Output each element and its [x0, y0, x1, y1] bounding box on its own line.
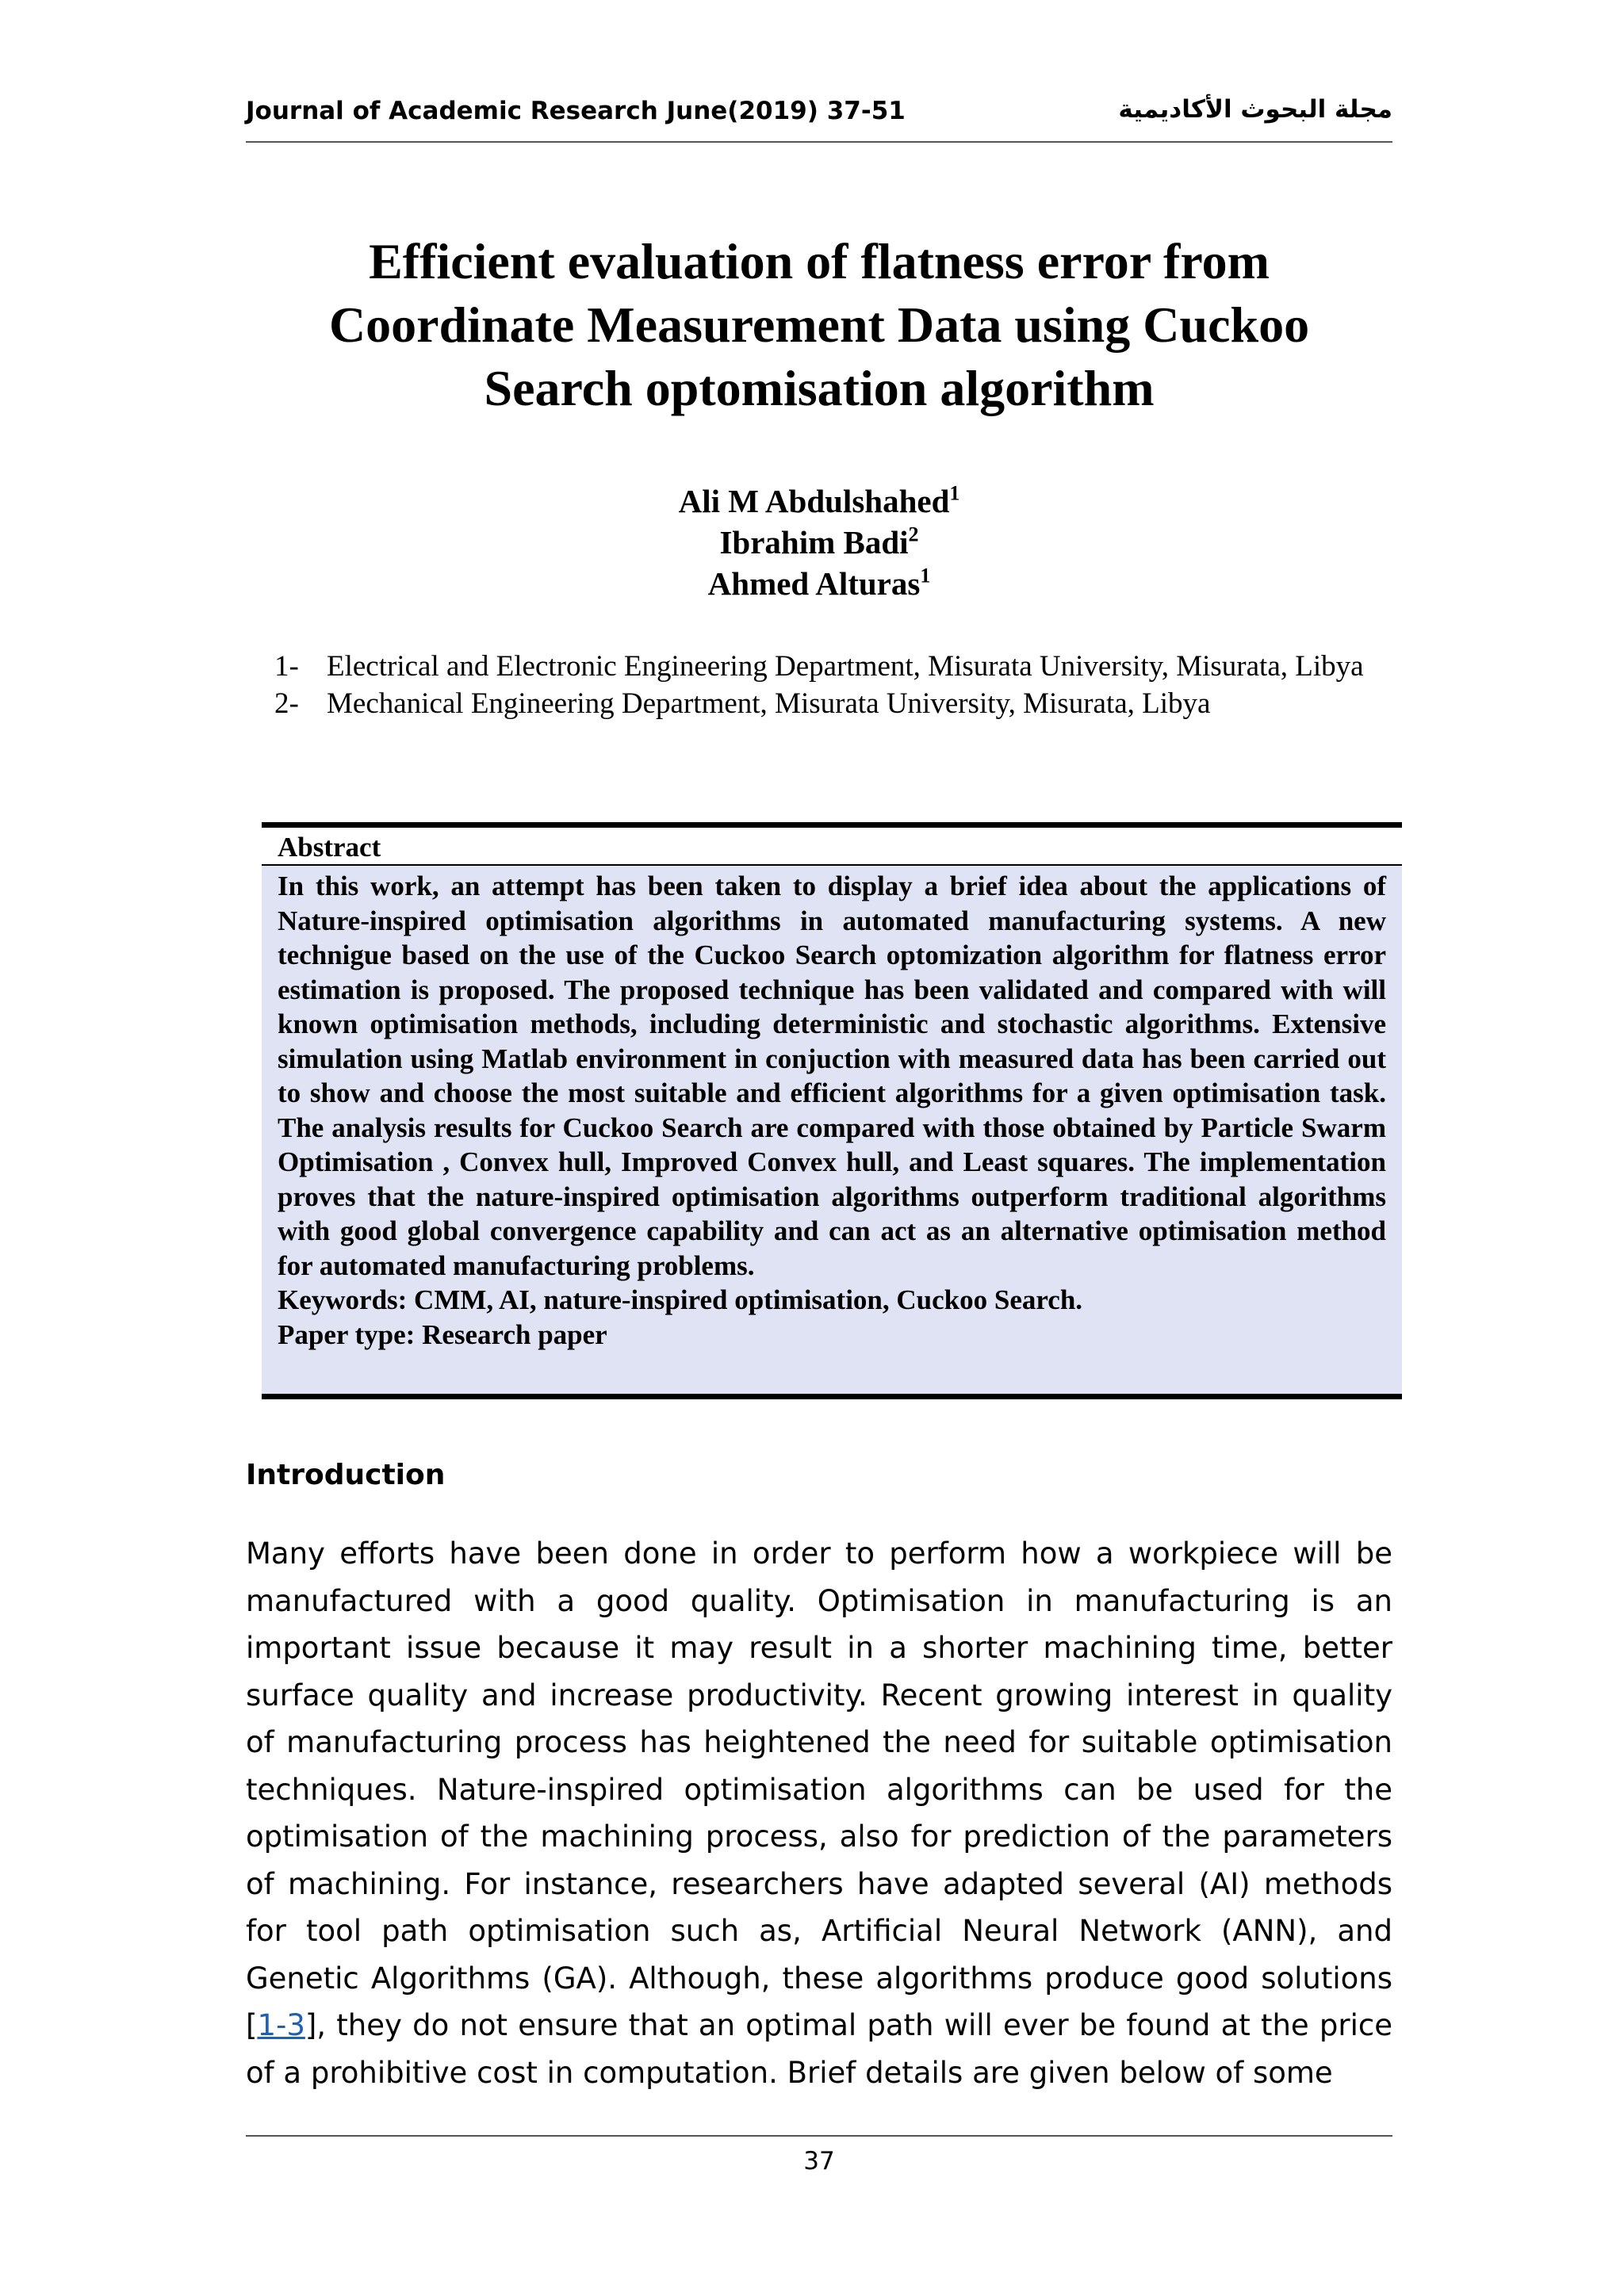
paper-type: Paper type: Research paper — [278, 1318, 607, 1350]
author-name: Ahmed Alturas — [707, 565, 921, 602]
page-number: 37 — [803, 2147, 835, 2175]
abstract-body — [262, 866, 1402, 1394]
author-name: Ibrahim Badi — [719, 524, 909, 561]
affiliation-text: Mechanical Engineering Department, Misurata University, Misurata, Libya — [327, 687, 1211, 720]
introduction-text-continued: ], they do not ensure that an optimal path will ever be found at the price of a prohibitive cost in computation. Brief details are given below of some — [246, 2008, 1392, 2090]
author-affiliation-mark: 1 — [920, 564, 931, 587]
abstract-text: In this work, an attempt has been taken to display a brief idea about the applications of Nature-inspired optimisation algorithms in automated manufacturing systems. A new technigue based on the use of the Cuckoo Search optomization algorithm for flatness error estimation is proposed. The proposed technique has been validated and compared with will known optimisation methods, including deterministic and stochastic algorithms. Extensive simulation using Matlab environment in conjuction with measured data has been carried out to show and choose the most suitable and efficient algorithms for a given optimisation task. The analysis results for Cuckoo Search are compared with those obtained by Particle Swarm Optimisation , Convex hull, Improved Convex hull, and Least squares. The implementation proves that the nature-inspired optimisation algorithms outperform traditional algorithms with good global convergence capability and can act as an alternative optimisation method for automated manufacturing problems. — [278, 871, 1386, 1281]
affiliation-number: 1- — [274, 650, 299, 683]
author-list — [246, 480, 1392, 604]
affiliation — [274, 648, 1383, 685]
footer-divider — [246, 2135, 1392, 2137]
abstract-box — [262, 822, 1402, 1399]
author-affiliation-mark: 1 — [949, 481, 960, 505]
introduction-paragraph — [246, 1530, 1392, 2096]
keywords: Keywords: CMM, AI, nature-inspired optimisation, Cuckoo Search. — [278, 1284, 1083, 1315]
introduction-heading: Introduction — [246, 1459, 446, 1491]
author — [246, 522, 1392, 563]
journal-arabic-name: مجلة البحوث الأكاديمية — [1118, 95, 1392, 124]
title-line-3: Search optomisation algorithm — [484, 360, 1155, 416]
affiliation — [274, 685, 1383, 722]
title-line-2: Coordinate Measurement Data using Cuckoo — [328, 297, 1310, 353]
affiliation-number: 2- — [274, 687, 299, 720]
author — [246, 480, 1392, 522]
author-affiliation-mark: 2 — [908, 522, 919, 546]
affiliation-list — [274, 648, 1383, 722]
journal-info: Journal of Academic Research June(2019) 37-51 — [246, 97, 906, 125]
author — [246, 563, 1392, 604]
title-line-1: Efficient evaluation of flatness error from — [369, 233, 1270, 289]
author-name: Ali M Abdulshahed — [678, 483, 950, 519]
citation-link[interactable]: 1-3 — [257, 2008, 305, 2042]
page-header — [246, 94, 1392, 143]
paper-title — [246, 230, 1392, 420]
abstract-heading: Abstract — [262, 828, 1402, 866]
affiliation-text: Electrical and Electronic Engineering Department, Misurata University, Misurata, Libya — [327, 650, 1364, 683]
introduction-text: Many efforts have been done in order to perform how a workpiece will be manufactured with a good quality. Optimisation in manufacturing is an important issue because it may result in a shorter machining time, better surface quality and increase productivity. Recent growing interest in quality of manufacturing process has heightened the need for suitable optimisation techniques. Nature-inspired optimisation algorithms can be used for the optimisation of the machining process, also for prediction of the parameters of machining. For instance, researchers have adapted several (AI) methods for tool path optimisation such as, Artificial Neural Network (ANN), and Genetic Algorithms (GA). Although, these algorithms produce good solutions [ — [246, 1536, 1392, 2042]
